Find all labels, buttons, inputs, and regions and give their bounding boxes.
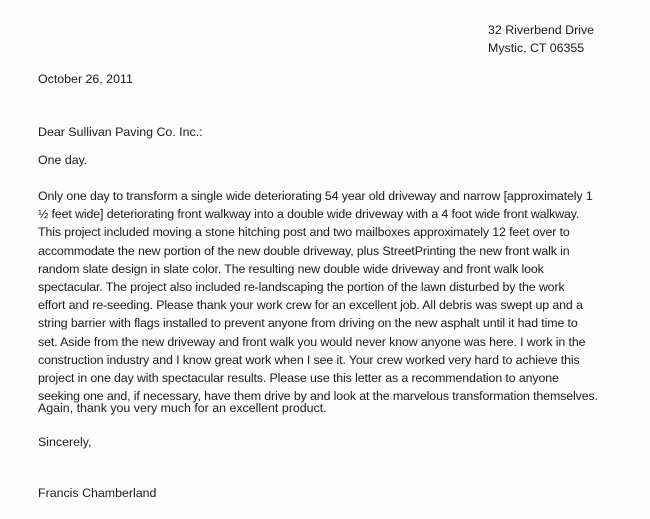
signature-name: Francis Chamberland: [38, 486, 157, 500]
body-line: string barrier with flags installed to prevent anyone from driving on the new asphalt until it had time to: [38, 316, 578, 331]
body-line: effort and re-seeding. Please thank your work crew for an excellent job. All debris was swept up and a: [38, 298, 583, 313]
body-line: set. Aside from the new driveway and front walk you would never know anyone was here. I work in the: [38, 334, 586, 349]
body-line: accommodate the new portion of the new double driveway, plus StreetPrinting the new front walk in: [38, 243, 570, 258]
body-line: random slate design in slate color. The resulting new double wide driveway and front walk look: [38, 261, 544, 276]
salutation: Dear Sullivan Paving Co. Inc.:: [38, 125, 203, 139]
opening-line: One day.: [38, 153, 88, 167]
body-line: project in one day with spectacular results. Please use this letter as a recommendation to anyone: [38, 371, 559, 386]
letter-date: October 26, 2011: [38, 72, 133, 86]
body-line: spectacular. The project also included re-landscaping the portion of the lawn disturbed by the work: [38, 280, 565, 295]
body-line: This project included moving a stone hitching post and two mailboxes approximately 12 feet over to: [38, 225, 570, 240]
sender-street: 32 Riverbend Drive: [488, 23, 595, 37]
body-line: ½ feet wide] deteriorating front walkway into a double wide driveway with a 4 foot wide front walkway.: [38, 207, 580, 222]
body-line: Only one day to transform a single wide deteriorating 54 year old driveway and narrow [approximately 1: [38, 189, 593, 203]
closing: Sincerely,: [38, 435, 92, 449]
thanks-line: Again, thank you very much for an excellent product.: [38, 401, 327, 415]
body-line: seeking one and, if necessary, have them drive by and look at the marvelous transformation themselves.: [38, 389, 598, 404]
sender-address: [488, 21, 648, 57]
sender-city-state-zip: Mystic, CT 06355: [488, 41, 585, 56]
body-line: construction industry and I know great work when I see it. Your crew worked very hard to achieve this: [38, 352, 580, 367]
body-paragraph: [38, 187, 650, 405]
